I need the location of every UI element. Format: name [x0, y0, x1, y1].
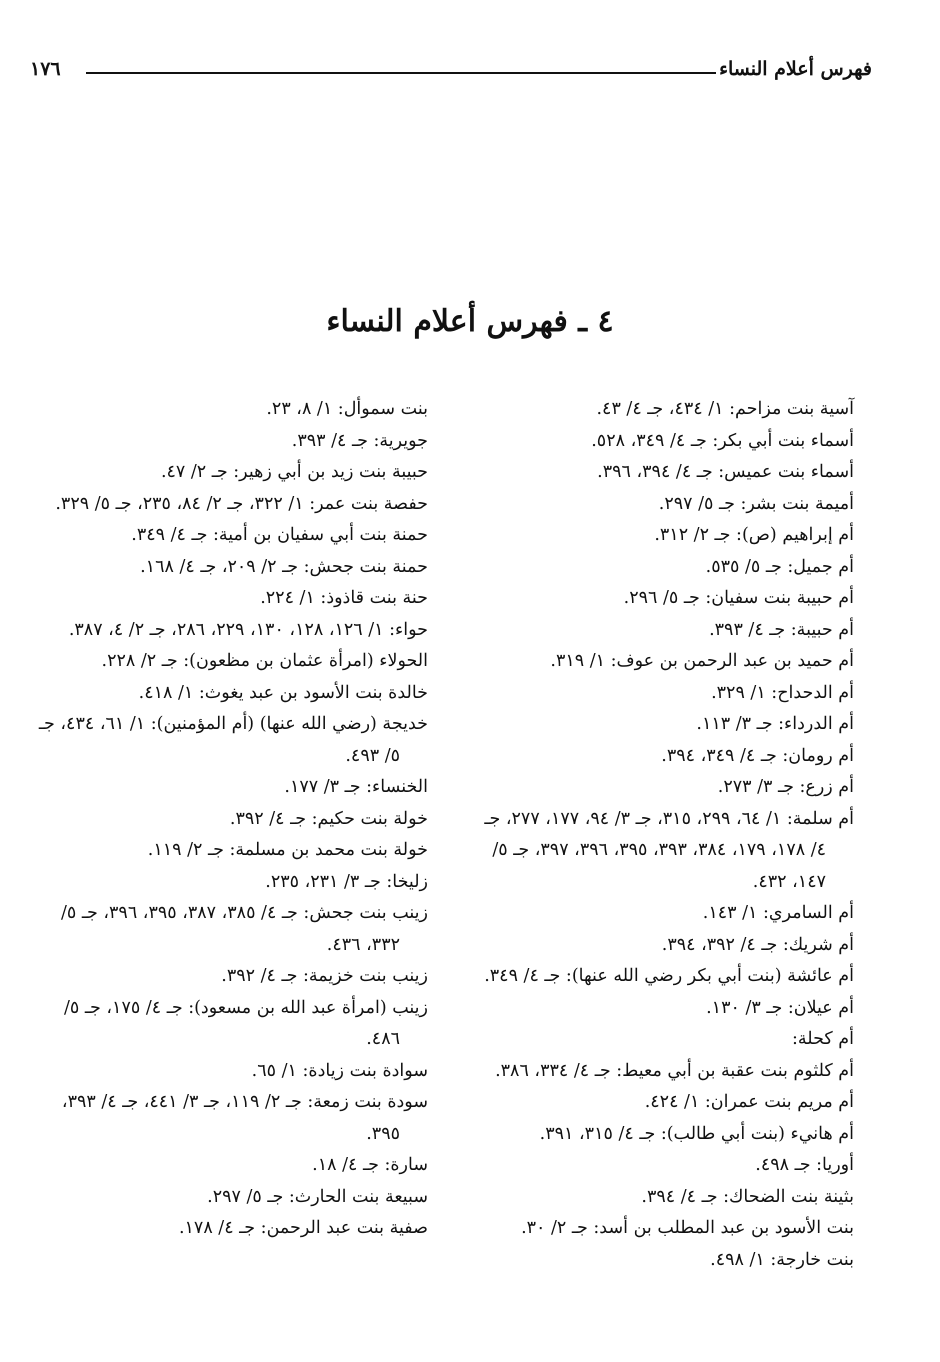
index-entry: سارة: جـ ٤/ ١٨.: [312, 1155, 428, 1175]
index-entry: أم كحلة:: [792, 1029, 854, 1049]
index-entry: بثينة بنت الضحاك: جـ ٤/ ٣٩٤.: [641, 1186, 854, 1207]
header-rule: [86, 72, 716, 74]
index-entry: سوادة بنت زيادة: ١/ ٦٥.: [251, 1060, 428, 1081]
index-entry: سبيعة بنت الحارث: جـ ٥/ ٢٩٧.: [207, 1186, 428, 1207]
index-entry: زينب (امرأة عبد الله بن مسعود): جـ ٤/ ١٧٥، جـ ٥/ ٤٨٦.: [64, 997, 428, 1049]
index-entry: زينب بنت جحش: جـ ٤/ ٣٨٥، ٣٨٧، ٣٩٥، ٣٩٦، جـ ٥/ ٣٣٢، ٤٣٦.: [60, 903, 428, 955]
index-entry: أم رومان: جـ ٤/ ٣٤٩، ٣٩٤.: [661, 745, 854, 766]
index-entry: أم زرع: جـ ٣/ ٢٧٣.: [717, 777, 854, 797]
index-entry: حنة بنت قاذوذ: ١/ ٢٢٤.: [260, 588, 428, 608]
index-entry: حمنة بنت أبي سفيان بن أمية: جـ ٤/ ٣٤٩.: [131, 525, 428, 545]
index-entry: الحولاء (امرأة عثمان بن مظعون): جـ ٢/ ٢٢٨.: [101, 651, 428, 671]
index-entry: حمنة بنت جحش: جـ ٢/ ٢٠٩، جـ ٤/ ١٦٨.: [140, 556, 428, 577]
index-entry: زليخا: جـ ٣/ ٢٣١، ٢٣٥.: [265, 871, 428, 892]
index-entry: أم حبيبة بنت سفيان: جـ ٥/ ٢٩٦.: [623, 588, 854, 608]
section-title: ٤ ـ فهرس أعلام النساء: [326, 304, 614, 339]
index-entry: أم حبيبة: جـ ٤/ ٣٩٣.: [709, 619, 854, 640]
index-entry: أم حميد بن عبد الرحمن بن عوف: ١/ ٣١٩.: [550, 651, 854, 671]
index-entry: أسماء بنت عميس: جـ ٤/ ٣٩٤، ٣٩٦.: [597, 462, 854, 482]
index-entry: بنت خارجة: ١/ ٤٩٨.: [710, 1249, 854, 1270]
page-number: ١٧٦: [30, 58, 61, 80]
index-entry: أم الدرداء: جـ ٣/ ١١٣.: [696, 714, 854, 734]
index-entry: أم الدحداح: ١/ ٣٢٩.: [711, 682, 854, 703]
index-entry: أم هانيء (بنت أبي طالب): جـ ٤/ ٣١٥، ٣٩١.: [539, 1123, 854, 1144]
index-entry: آسية بنت مزاحم: ١/ ٤٣٤، جـ ٤/ ٤٣.: [596, 399, 854, 419]
index-column-left: [38, 394, 428, 1245]
index-entry: أم عائشة (بنت أبي بكر رضي الله عنها): جـ ٤/ ٣٤٩.: [484, 966, 854, 986]
running-title: فهرس أعلام النساء: [719, 58, 872, 80]
index-entry: جويرية: جـ ٤/ ٣٩٣.: [291, 430, 428, 451]
index-entry: بنت سموأل: ١/ ٨، ٢٣.: [266, 399, 428, 419]
index-entry: أم مريم بنت عمران: ١/ ٤٢٤.: [644, 1092, 854, 1112]
index-entry: حفصة بنت عمر: ١/ ٣٢٢، جـ ٢/ ٨٤، ٢٣٥، جـ ٥/ ٣٢٩.: [55, 493, 428, 514]
index-entry: صفية بنت عبد الرحمن: جـ ٤/ ١٧٨.: [178, 1218, 428, 1238]
index-entry: الخنساء: جـ ٣/ ١٧٧.: [284, 777, 428, 797]
index-entry: أم سلمة: ١/ ٦٤، ٢٩٩، ٣١٥، جـ ٣/ ٩٤، ١٧٧، ٢٧٧، جـ ٤/ ١٧٨، ١٧٩، ٣٨٤، ٣٩٣، ٣٩٥، ٣٩٦، ٣٩٧، جـ ٥/ ١٤٧، ٤٣٢.: [484, 808, 854, 892]
index-entry: أوريا: جـ ٤٩٨.: [755, 1155, 854, 1175]
index-entry: بنت الأسود بن عبد المطلب بن أسد: جـ ٢/ ٣٠.: [521, 1218, 854, 1238]
index-entry: أم إبراهيم (ص): جـ ٢/ ٣١٢.: [654, 525, 854, 545]
index-entry: خولة بنت محمد بن مسلمة: جـ ٢/ ١١٩.: [147, 840, 428, 860]
index-entry: أسماء بنت أبي بكر: جـ ٤/ ٣٤٩، ٥٢٨.: [591, 430, 854, 451]
index-entry: أم عيلان: جـ ٣/ ١٣٠.: [706, 997, 854, 1018]
index-entry: خولة بنت حكيم: جـ ٤/ ٣٩٢.: [229, 808, 428, 829]
index-column-right: [474, 394, 854, 1276]
index-entry: أم كلثوم بنت عقبة بن أبي معيط: جـ ٤/ ٣٣٤، ٣٨٦.: [495, 1060, 854, 1081]
page-header: [30, 58, 872, 92]
index-entry: حواء: ١/ ١٢٦، ١٢٨، ١٣٠، ٢٢٩، ٢٨٦، جـ ٢/ ٤، ٣٨٧.: [68, 619, 428, 640]
index-entry: زينب بنت خزيمة: جـ ٤/ ٣٩٢.: [221, 966, 428, 986]
index-entry: أميمة بنت بشر: جـ ٥/ ٢٩٧.: [658, 493, 854, 514]
index-entry: حبيبة بنت زيد بن أبي زهير: جـ ٢/ ٤٧.: [160, 462, 428, 482]
index-entry: أم شريك: جـ ٤/ ٣٩٢، ٣٩٤.: [661, 934, 854, 955]
index-entry: أم السامري: ١/ ١٤٣.: [702, 903, 854, 923]
index-entry: أم جميل: جـ ٥/ ٥٣٥.: [705, 556, 854, 577]
index-entry: خديجة (رضي الله عنها) (أم المؤمنين): ١/ ٦١، ٤٣٤، جـ ٥/ ٤٩٣.: [38, 714, 428, 766]
index-entry: سودة بنت زمعة: جـ ٢/ ١١٩، جـ ٣/ ٤٤١، جـ ٤/ ٣٩٣، ٣٩٥.: [61, 1092, 428, 1144]
index-entry: خالدة بنت الأسود بن عبد يغوث: ١/ ٤١٨.: [138, 682, 428, 703]
